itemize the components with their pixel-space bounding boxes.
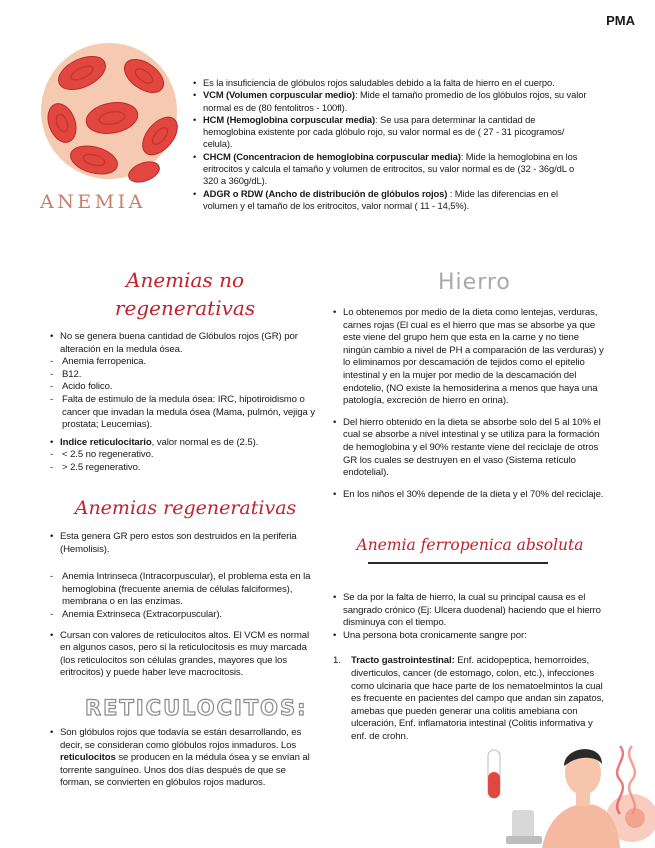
doctor-illustration bbox=[470, 718, 655, 848]
regen-intro: • Esta genera GR pero estos son destruidos en la periferia (Hemolisis). bbox=[50, 531, 315, 556]
numbered-item: 1. Tracto gastrointestinal: Enf. acidopeptica, hemorroides, diverticulos, cancer (de estomago, colon, etc.), infecciones como ulcinaria que hace parte de los nematoelmintos la cual es frecuente en pacientes del campo que andan sin zapatos, amebas que pueden generar una colitis amebiana con ulceración, Enf. inflamatoria intestinal (Colitis informativa y enf. de crohn. bbox=[333, 655, 604, 742]
pma-tag: PMA bbox=[606, 13, 635, 28]
no-regen-intro: • No se genera buena cantidad de Glóbulos rojos (GR) por alteración en la medula ósea. bbox=[50, 331, 315, 356]
ferro-item: • Se da por la falta de hierro, la cual su principal causa es el sangrado crónico (Ej: Ulcera duodenal) haciendo que el hierro disminuya con el tiempo. bbox=[333, 592, 605, 630]
ferro-title-underline bbox=[368, 562, 548, 564]
intro-definitions bbox=[193, 77, 588, 212]
intro-item: • VCM (Volumen corpuscular medio): Mide el tamaño promedio de los glóbulos rojos, su valor normal es de (80 fentolitros - 100fl). bbox=[193, 89, 588, 114]
list-item: - Anemia ferropenica. bbox=[50, 356, 315, 369]
regen-note: • Cursan con valores de reticulocitos altos. El VCM es normal en algunos casos, pero si la reticulocitosis es muy marcada (los reticulocitos son células grandes, mayores que los eritrocitos) y puede haber leve macrocitosis. bbox=[50, 630, 315, 680]
list-item: - > 2.5 regenerativo. bbox=[50, 462, 315, 475]
regen-title: Anemias regenerativas bbox=[74, 497, 297, 519]
hierro-title: Hierro bbox=[438, 270, 511, 295]
ferro-title: Anemia ferropenica absoluta bbox=[356, 536, 584, 554]
blood-cells-illustration bbox=[32, 38, 187, 188]
list-item: - < 2.5 no regenerativo. bbox=[50, 449, 315, 462]
no-regen-section bbox=[50, 331, 315, 475]
microscope-icon bbox=[512, 810, 534, 840]
list-item: - Acido folico. bbox=[50, 381, 315, 394]
reticulocitos-title: RETICULOCITOS: bbox=[85, 696, 308, 720]
no-regen-title: Anemias no regenerativas bbox=[114, 268, 256, 320]
regen-section bbox=[50, 531, 315, 680]
intro-item: • ADGR o RDW (Ancho de distribución de glóbulos rojos) : Mide las diferencias en el volumen y el tamaño de los eritrocitos, valor normal ( 11 - 14,5%). bbox=[193, 188, 588, 213]
ferro-item: • Una persona bota cronicamente sangre por: bbox=[333, 630, 605, 643]
list-item: - Falta de estimulo de la medula ósea: IRC, hipotiroidismo o cancer que invadan la medula ósea (Mama, pulmón, vejiga y prostata; Leucemias). bbox=[50, 394, 315, 432]
intro-item: • Es la insuficiencia de glóbulos rojos saludables debido a la falta de hierro en el cuerpo. bbox=[193, 77, 588, 89]
hierro-item: • En los niños el 30% depende de la dieta y el 70% del reciclaje. bbox=[333, 489, 605, 502]
intro-item: • HCM (Hemoglobina corpuscular media): Se usa para determinar la cantidad de hemoglobina existente por cada glóbulo rojo, su valor normal es de ( 27 - 31 picogramos/ celula). bbox=[193, 114, 588, 151]
intro-item: • CHCM (Concentracion de hemoglobina corpuscular media): Mide la hemoglobina en los eritrocitos y calcula el tamaño y volumen de eritrocitos, su valor normal es de (32 - 36g/dL o 320 a 360g/dL). bbox=[193, 151, 588, 188]
list-item: - Anemia Extrinseca (Extracorpuscular). bbox=[50, 609, 315, 622]
hierro-item: • Lo obtenemos por medio de la dieta como lentejas, verduras, carnes rojas (El cual es el hierro que mas se absorbe ya que este viene del grupo hem que esta en la carne y no tiene ningún cambio a nivel de PH a comparación de las verduras) y lo eliminamos por descamación de tejidos como el epitelio intestinal y en la mujer por medio de la descamación del endotelio, (NO existe la hemosiderina a menos que haya una patología, excreción de hierro en orina). bbox=[333, 307, 605, 408]
hero-title: ANEMIA bbox=[40, 191, 146, 213]
hierro-item: • Del hierro obtenido en la dieta se absorbe solo del 5 al 10% el cual se absorbe a nivel intestinal y se utiliza para la formación de hemoglobina y el 90% restante viene del reciclaje de otros GR los cuales se destruyen en el vaso (Sistema retículo endotelial). bbox=[333, 417, 605, 480]
list-item: - B12. bbox=[50, 369, 315, 382]
reticulocitos-section bbox=[50, 727, 315, 790]
indice-reticulocitario: • Indice reticulocitario, valor normal es de (2.5). bbox=[50, 437, 315, 450]
reticulocitos-text: • Son glóbulos rojos que todavía se están desarrollando, es decir, se consideran como glóbulos rojos inmaduros. Los reticulocitos se producen en la médula ósea y se envían al torrente sanguíneo. Unos dos días después de que se forman, se convierten en glóbulos rojos maduros. bbox=[50, 727, 315, 790]
hierro-section bbox=[333, 307, 605, 501]
list-item: - Anemia Intrinseca (Intracorpuscular), el problema esta en la hemoglobina (frecuente anemia de células falciformes), membrana o en las enzimas. bbox=[50, 571, 315, 609]
